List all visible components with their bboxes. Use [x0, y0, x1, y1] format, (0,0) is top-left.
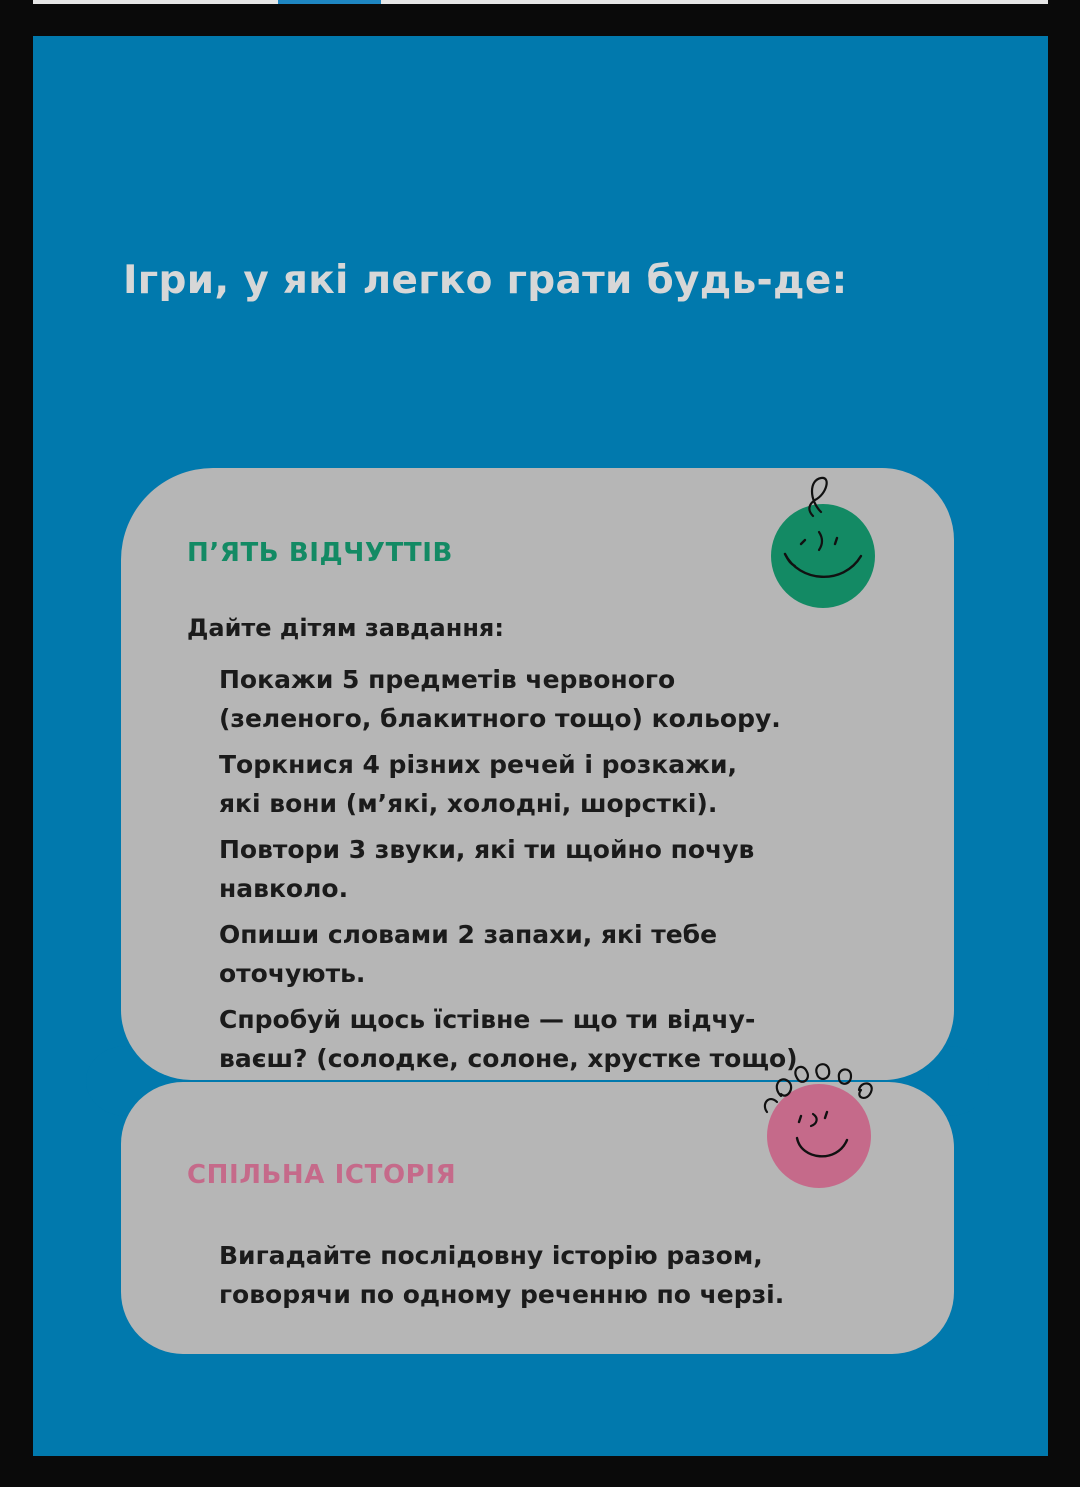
shared-story-text: Вигадайте послідовну історію разом, говорячи по одному реченню по черзі.	[219, 1241, 785, 1309]
task-sounds: Повтори 3 звуки, які ти щойно почув навколо.	[219, 835, 755, 903]
five-senses-title: П’ЯТЬ ВІДЧУТТІВ	[187, 538, 453, 568]
task-taste: Спробуй щось їстівне — що ти відчу- ваєш? (солодке, солоне, хрустке тощо)	[219, 1005, 798, 1073]
curly-hair-face-icon	[757, 1060, 897, 1190]
shared-story-title: СПІЛЬНА ІСТОРІЯ	[187, 1160, 457, 1190]
top-progress-track	[33, 0, 1048, 4]
task-smells: Опиши словами 2 запахи, які тебе оточують.	[219, 920, 718, 988]
task-touch: Торкнися 4 різних речей і розкажи, які вони (м’які, холодні, шорсткі).	[219, 750, 737, 818]
smiley-face-icon	[765, 470, 895, 620]
shared-story-card	[121, 1082, 954, 1354]
five-senses-card	[121, 468, 954, 1080]
task-colors: Покажи 5 предметів червоного (зеленого, блакитного тощо) кольору.	[219, 665, 781, 733]
top-progress-indicator	[278, 0, 381, 4]
page-heading: Ігри, у які легко грати будь-де:	[123, 258, 848, 303]
five-senses-intro: Дайте дітям завдання:	[187, 614, 504, 642]
five-senses-task-list	[219, 660, 798, 1085]
page	[33, 36, 1048, 1456]
